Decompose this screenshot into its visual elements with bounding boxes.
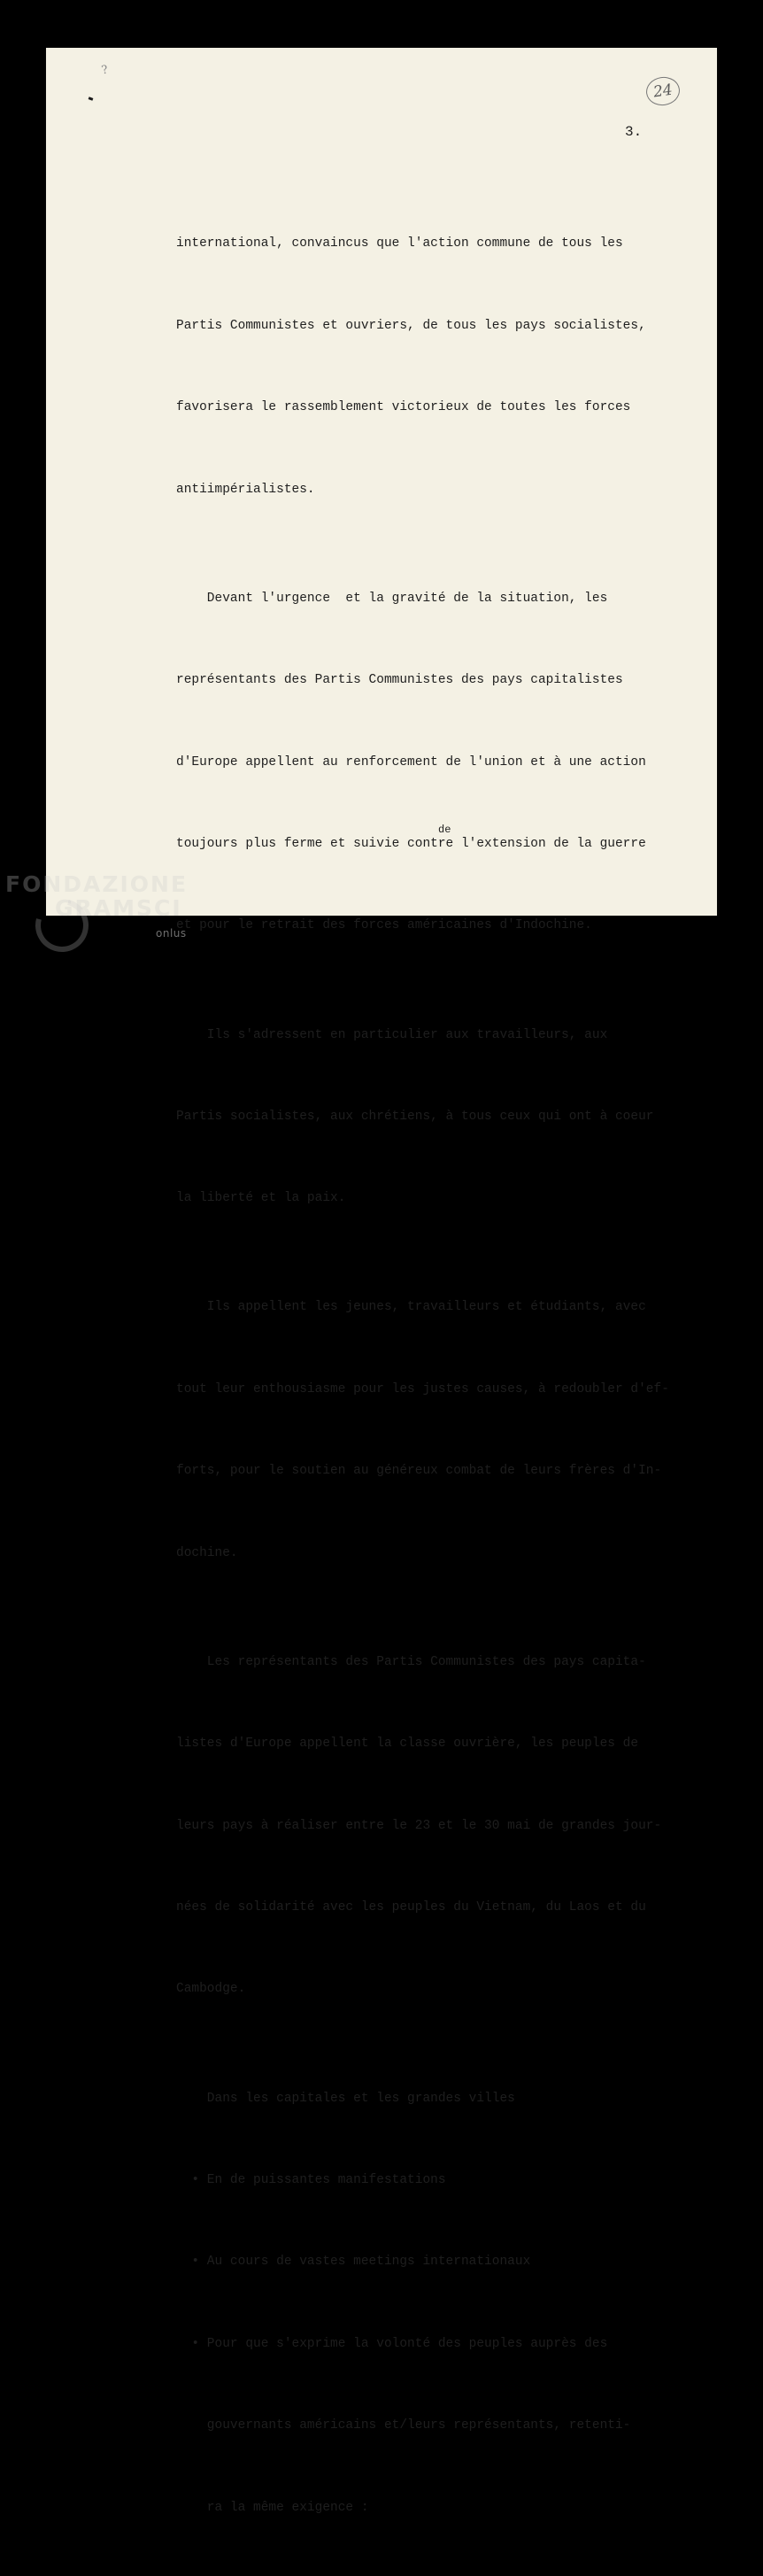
body-text (176, 149, 698, 2576)
watermark-line1: FONDAZIONE (5, 871, 189, 897)
text-line: Dans les capitales et les grandes villes (176, 2091, 515, 2106)
text-line: ra la même exigence : (176, 2500, 369, 2515)
text-line: représentants des Partis Communistes des pays capitalistes (176, 673, 623, 688)
text-line: toujours plus ferme et suivie contre l'extension de la guerre (176, 836, 646, 851)
text-line: listes d'Europe appellent la classe ouvrière, les peuples de (176, 1737, 639, 1752)
watermark-line3: onlus (156, 927, 187, 940)
text-line: leurs pays à réaliser entre le 23 et le 30 mai de grandes jour- (176, 1818, 662, 1833)
text-line: tout leur enthousiasme pour les justes causes, à redoubler d'ef- (176, 1381, 669, 1396)
text-line: Ils appellent les jeunes, travailleurs et étudiants, avec (176, 1300, 646, 1315)
text-line: Cambodge. (176, 1982, 246, 1997)
watermark-logo (5, 871, 189, 940)
text-line: Partis Communistes et ouvriers, de tous les pays socialistes, (176, 318, 646, 333)
text-line: Devant l'urgence et la gravité de la situation, les (176, 591, 608, 606)
text-line: et pour le retrait des forces américaines d'Indochine. (176, 918, 592, 933)
text-line: Ils s'adressent en particulier aux travailleurs, aux (176, 1027, 608, 1042)
text-line: international, convaincus que l'action commune de tous les (176, 236, 623, 251)
bullet-item: • Pour que s'exprime la volonté des peuples auprès des (176, 2336, 608, 2351)
text-line: d'Europe appellent au renforcement de l'union et à une action (176, 754, 646, 770)
pencil-mark: ? (100, 63, 110, 78)
bullet-item: • Au cours de vastes meetings internationaux (176, 2255, 531, 2270)
ink-mark (89, 97, 94, 101)
text-line: dochine. (176, 1545, 238, 1560)
text-line: nées de solidarité avec les peuples du Vietnam, du Laos et du (176, 1900, 646, 1915)
text-line: Partis socialistes, aux chrétiens, à tous ceux qui ont à coeur (176, 1109, 654, 1124)
watermark-line2: GRAMSCI (55, 895, 182, 921)
bullet-item: • En de puissantes manifestations (176, 2172, 446, 2187)
text-line: gouvernants américains et/leurs représentants, retenti- (176, 2418, 631, 2433)
text-line: forts, pour le soutien au généreux combat de leurs frères d'In- (176, 1464, 662, 1479)
folio-number: 24 (644, 75, 682, 108)
text-line: Les représentants des Partis Communistes des pays capita- (176, 1654, 646, 1669)
text-line: antiimpérialistes. (176, 482, 315, 497)
interlinear-insert: de (438, 824, 451, 836)
text-line: la liberté et la paix. (176, 1191, 346, 1206)
text-line: favorisera le rassemblement victorieux de toutes les forces (176, 400, 631, 415)
page-number: 3. (625, 124, 643, 140)
